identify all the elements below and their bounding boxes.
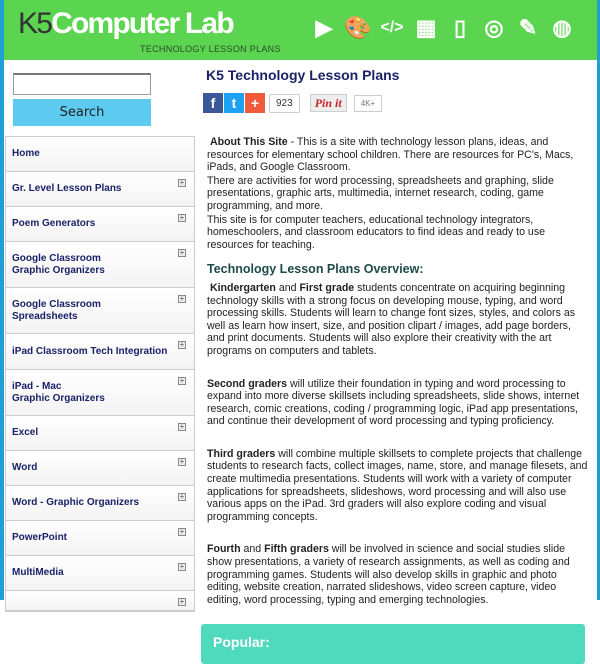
third-paragraph	[207, 448, 589, 524]
pinterest-button[interactable]: Pin it	[310, 94, 347, 112]
expand-icon[interactable]: +	[179, 527, 185, 536]
sidebar-item-label: iPad Classroom Tech Integration	[12, 345, 168, 357]
second-label: Second graders	[207, 377, 288, 390]
tagline: TECHNOLOGY LESSON PLANS	[140, 44, 281, 54]
sidebar-item-label: Poem Generators	[12, 218, 96, 229]
abc-blocks-icon[interactable]: ▦	[415, 15, 437, 40]
sidebar-item[interactable]	[6, 242, 194, 288]
sidebar-item[interactable]	[6, 556, 194, 591]
palette-icon[interactable]: 🎨	[344, 15, 372, 40]
k1-paragraph	[207, 282, 589, 358]
sidebar-item[interactable]	[6, 451, 194, 486]
sidebar-item[interactable]	[6, 521, 194, 556]
page-title: K5 Technology Lesson Plans	[206, 67, 400, 83]
chart-circle-icon[interactable]: ◎	[484, 15, 504, 40]
category-icons	[309, 13, 577, 43]
sidebar-item-label: Word - Graphic Organizers	[12, 497, 140, 508]
sidebar-item[interactable]	[6, 416, 194, 451]
search-button[interactable]: Search	[13, 99, 151, 126]
sidebar-item[interactable]	[6, 288, 194, 334]
sidebar-item-label: PowerPoint	[12, 532, 68, 543]
first-label: First grade	[299, 281, 355, 294]
about-text: - This is a site with technology lesson plans, ideas, and resources for elementary school children. There are resources for PC's, Macs, iPads, and Google Classroom.	[207, 136, 574, 174]
expand-icon[interactable]: +	[179, 492, 185, 501]
expand-icon[interactable]: +	[179, 178, 185, 187]
pencil-icon[interactable]: ✎	[518, 15, 538, 40]
and: and	[240, 543, 265, 556]
sidebar-item-label: Gr. Level Lesson Plans	[12, 183, 122, 194]
expand-icon[interactable]: +	[179, 340, 185, 349]
share-count: 923	[269, 94, 300, 113]
expand-icon[interactable]: +	[179, 376, 185, 385]
twitter-icon[interactable]: t	[224, 93, 244, 113]
sidebar-item-label: Excel	[12, 427, 39, 438]
activities-paragraph: There are activities for word processing, spreadsheets and graphing, slide presentations, graphic arts, multimedia, internet research, coding, game programming, and more.	[207, 174, 554, 212]
code-icon[interactable]: </>	[380, 19, 404, 36]
k-label: Kindergarten	[209, 281, 276, 294]
logo-text: Computer Lab	[51, 7, 233, 40]
fourth-label: Fourth	[207, 543, 241, 556]
facebook-icon[interactable]: f	[203, 93, 223, 113]
expand-icon[interactable]: +	[179, 213, 185, 222]
audience-paragraph: This site is for computer teachers, educational technology integrators, homeschoolers, and classroom educators to find ideas and ready to use resources for teaching.	[207, 213, 546, 251]
expand-icon[interactable]: +	[179, 597, 185, 606]
sidebar-item-label: MultiMedia	[12, 567, 64, 578]
k-text: students concentrate on acquiring beginning technology skills with a strong focus on developing mouse, typing, and word processing skills. Students will learn to change font sizes, styles, and colors as well as learn how insert, size, and position clipart / images, add page borders, and print documents. Students will also explore their creativity with the art programs on computers and tablets.	[207, 281, 576, 357]
sidebar-item-label: Word	[12, 462, 38, 473]
logo-k5: K5	[18, 7, 52, 40]
third-label: Third graders	[207, 447, 276, 460]
sidebar-item-label: iPad - Mac Graphic Organizers	[12, 380, 105, 404]
expand-icon[interactable]: +	[179, 422, 185, 431]
search-input[interactable]	[13, 73, 151, 95]
popular-section: Popular:	[201, 624, 585, 664]
site-header	[0, 0, 600, 60]
third-text: will combine multiple skillsets to complete projects that challenge students to research facts, collect images, name, store, and manage filesets, and create multimedia presentations. Students will work with a variety of computer applications for spreadsheets, slideshows, word processing and will also use various apps on the iPad. 3rd graders will also explore coding and visual programming concepts.	[207, 447, 588, 523]
sidebar-item-label: Google Classroom Graphic Organizers	[12, 252, 105, 276]
fourth-text: will be involved in science and social studies slide show presentations, a variety of research assignments, as well as coding and programming games. Students will also develop skills in graphic and photo editing, website creation, narrated slideshows, video screen capture, video editing, word processing, typing and emerging technologies.	[207, 543, 570, 606]
sidebar-item[interactable]	[6, 370, 194, 416]
sidebar-item[interactable]	[6, 486, 194, 521]
and: and	[275, 281, 300, 294]
plus-share-icon[interactable]: +	[245, 93, 265, 113]
globe-icon[interactable]: ◍	[552, 15, 572, 40]
sidebar-item-label: Google Classroom Spreadsheets	[12, 298, 101, 322]
sidebar-item-label: Home	[12, 148, 40, 159]
sidebar-item[interactable]	[6, 207, 194, 242]
main-content	[207, 136, 589, 664]
expand-icon[interactable]: +	[179, 248, 185, 257]
expand-icon[interactable]: +	[179, 294, 185, 303]
video-monitor-icon[interactable]: ▶	[315, 15, 333, 40]
second-paragraph	[207, 378, 589, 428]
overview-heading: Technology Lesson Plans Overview:	[207, 262, 424, 277]
expand-icon[interactable]: +	[179, 457, 185, 466]
fourth-fifth-paragraph	[207, 543, 589, 606]
tablet-book-icon[interactable]: ▯	[453, 15, 467, 40]
sidebar-item[interactable]	[6, 334, 194, 370]
about-label: About This Site	[209, 136, 288, 148]
sidebar-nav	[5, 136, 195, 612]
share-bar	[203, 93, 382, 113]
sidebar-item[interactable]	[6, 137, 194, 172]
fifth-label: Fifth graders	[264, 543, 329, 556]
pin-count: 4K+	[354, 95, 382, 112]
second-text: will utilize their foundation in typing and word processing to expand into more diverse skillsets including spreadsheets, slide shows, internet research, comic creations, coding / programming logic, iPad app presentations, and continue their development of word processing and typing proficiency.	[207, 377, 580, 428]
sidebar-item[interactable]	[6, 172, 194, 207]
sidebar-item[interactable]	[6, 591, 194, 611]
expand-icon[interactable]: +	[179, 562, 185, 571]
site-logo[interactable]	[18, 8, 233, 40]
about-paragraph	[207, 136, 589, 174]
